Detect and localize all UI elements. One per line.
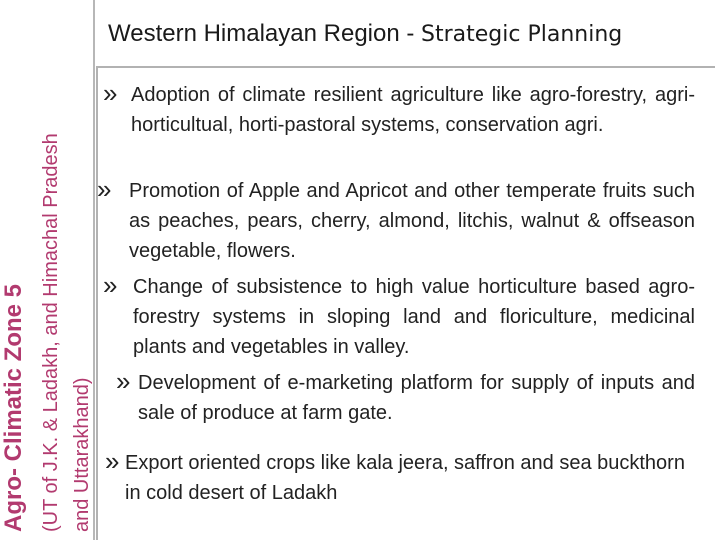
bullet-text: Adoption of climate resilient agriculture like agro-forestry, agri-horticultual, horti-pastoral systems, conservation agri. [131, 84, 695, 136]
bullet-marker: » [105, 446, 120, 476]
bullet-text: Development of e-marketing platform for supply of inputs and sale of produce at farm gate. [138, 372, 695, 424]
vertical-divider [93, 0, 95, 540]
bullet-item [97, 176, 695, 266]
bullet-marker: » [103, 78, 118, 108]
bullet-text: Promotion of Apple and Apricot and other temperate fruits such as peaches, pears, cherry, almond, litchis, walnut & offseason vegetable, flowers. [129, 180, 695, 262]
zone-subtitle-line2: and Uttarakhand) [71, 377, 93, 532]
zone-subtitle-line1: (UT of J.K. & Ladakh, and Himachal Pradesh [40, 133, 62, 532]
vertical-zone-title [0, 0, 103, 540]
bullet-item [103, 272, 695, 362]
bullet-text: Change of subsistence to high value horticulture based agro-forestry systems in sloping land and floriculture, medicinal plants and vegetables in valley. [133, 276, 695, 358]
bullet-marker: » [103, 270, 118, 300]
bullet-item [105, 448, 695, 508]
zone-title: Agro- Climatic Zone 5 [0, 283, 27, 532]
bullet-item [116, 368, 695, 428]
bullet-item [103, 80, 695, 140]
title-region: Western Himalayan Region - [108, 20, 422, 47]
bullet-marker: » [97, 174, 112, 204]
bullet-text: Export oriented crops like kala jeera, saffron and sea buckthorn in cold desert of Ladakh [125, 452, 685, 504]
page-title [108, 20, 713, 48]
bullet-marker: » [116, 366, 131, 396]
title-topic: Strategic Planning [421, 22, 623, 47]
